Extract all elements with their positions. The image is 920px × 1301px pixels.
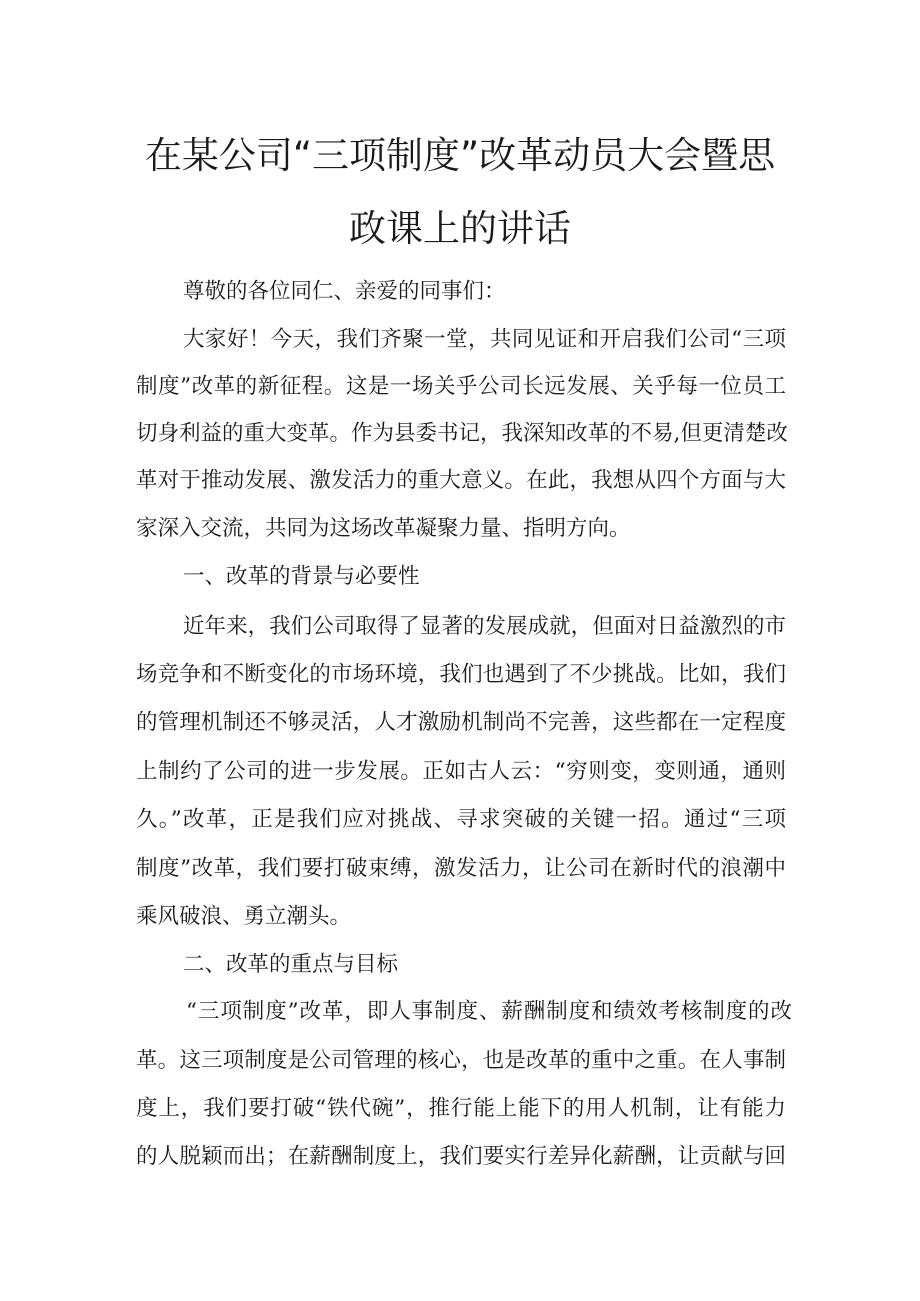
document-title-line-1: 在某公司“三项制度”改革动员大会暨思 (144, 134, 776, 177)
section-heading-1: 一、改革的背景与必要性 (183, 564, 420, 589)
paragraph-line: 革。这三项制度是公司管理的核心，也是改革的重中之重。在人事制 (136, 1048, 786, 1073)
paragraph-line: 革对于推动发展、激发活力的重大意义。在此，我想从四个方面与大 (136, 468, 786, 493)
paragraph-line: 乘风破浪、勇立潮头。 (136, 904, 352, 929)
paragraph-line: “三项制度”改革，即人事制度、薪酬制度和绩效考核制度的改 (186, 999, 792, 1024)
paragraph-line: 切身利益的重大变革。作为县委书记，我深知改革的不易,但更清楚改 (136, 421, 788, 446)
paragraph-line: 度上，我们要打破“铁代碗”，推行能上能下的用人机制，让有能力 (136, 1096, 786, 1121)
paragraph-line: 场竞争和不断变化的市场环境，我们也遇到了不少挑战。比如，我们 (136, 662, 786, 687)
paragraph-line: 久。”改革，正是我们应对挑战、寻求突破的关键一招。通过“三项 (136, 807, 786, 832)
paragraph-line: 家深入交流，共同为这场改革凝聚力量、指明方向。 (136, 516, 631, 541)
paragraph-line: 的管理机制还不够灵活，人才激励机制尚不完善，这些都在一定程度 (136, 710, 786, 735)
document-title-line-2: 政课上的讲话 (349, 207, 571, 250)
paragraph-line: 制度”改革的新征程。这是一场关乎公司长远发展、关乎每一位员工 (136, 374, 786, 399)
paragraph-line: 上制约了公司的进一步发展。正如古人云：“穷则变，变则通，通则 (136, 759, 786, 784)
section-heading-2: 二、改革的重点与目标 (183, 952, 399, 977)
paragraph-line: 的人脱颖而出；在薪酬制度上，我们要实行差异化薪酬，让贡献与回 (136, 1144, 786, 1169)
salutation: 尊敬的各位同仁、亲爱的同事们： (183, 279, 506, 304)
paragraph-line: 制度”改革，我们要打破束缚，激发活力，让公司在新时代的浪潮中 (136, 856, 786, 881)
paragraph-line: 近年来，我们公司取得了显著的发展成就，但面对日益激烈的市 (183, 614, 786, 639)
paragraph-line: 大家好！今天，我们齐聚一堂，共同见证和开启我们公司“三项 (183, 327, 786, 352)
